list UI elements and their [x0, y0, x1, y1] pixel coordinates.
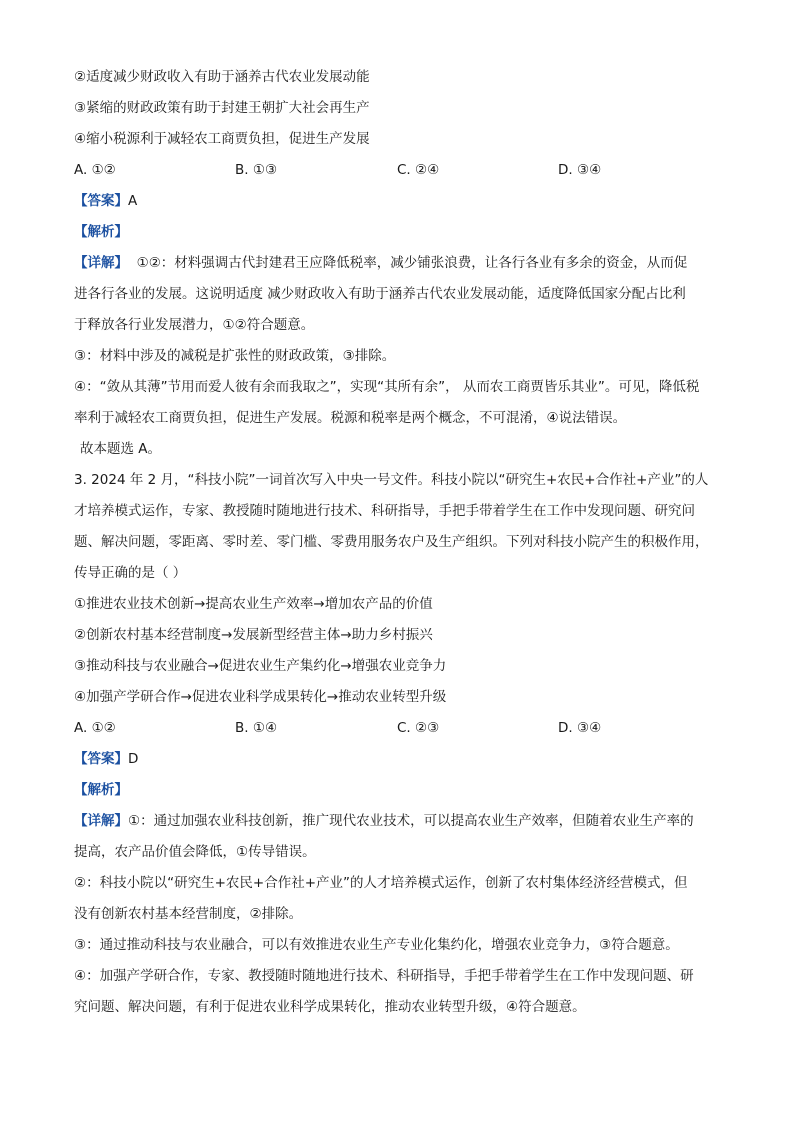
q3-detail-line: 【详解】①：通过加强农业科技创新，推广现代农业技术，可以提高农业生产效率，但随着农业生产率的 — [74, 813, 694, 829]
q2-detail-line: 率利于减轻农工商贾负担，促进生产发展。税源和税率是两个概念，不可混淆，④说法错误。 — [74, 410, 627, 426]
q3-detail-line: 没有创新农村基本经营制度，②排除。 — [74, 906, 303, 922]
q2-detail-line: 【详解】 ①②：材料强调古代封建君王应降低税率，减少铺张浪费，让各行各业有多余的资金，从而促 — [74, 255, 688, 271]
q3-stem-line: 传导正确的是（ ） — [74, 565, 187, 581]
q2-choice-a: A. ①② — [74, 162, 116, 178]
q3-answer — [74, 744, 734, 775]
answer-value: D — [128, 751, 139, 767]
q2-analysis — [74, 217, 734, 248]
q2-detail-line: ③：材料中涉及的减税是扩张性的财政政策，③排除。 — [74, 348, 396, 364]
q3-detail-line: ②：科技小院以“研究生+农民+合作社+产业”的人才培养模式运作，创新了农村集体经济经营模式，但 — [74, 875, 688, 891]
q2-answer — [74, 186, 734, 217]
q2-detail-line: 进各行各业的发展。这说明适度 减少财政收入有助于涵养古代农业发展动能，适度降低国家分配占比利 — [74, 286, 686, 302]
q2-choice-b: B. ①③ — [235, 162, 278, 178]
q3-detail-line: ③：通过推动科技与农业融合，可以有效推进农业生产专业化集约化，增强农业竞争力，③符合题意。 — [74, 937, 679, 953]
analysis-tag: 【解析】 — [74, 224, 128, 240]
q3-choice-c: C. ②③ — [397, 720, 440, 736]
q2-conclusion: 故本题选 A。 — [80, 441, 162, 457]
q2-option-4: ④缩小税源利于减轻农工商贾负担，促进生产发展 — [74, 131, 370, 147]
q3-choice-d: D. ③④ — [558, 720, 602, 736]
q3-stem-line: 才培养模式运作，专家、教授随时随地进行技术、科研指导，手把手带着学生在工作中发现问题、研究问 — [74, 503, 695, 519]
detail-tag: 【详解】 — [74, 255, 128, 271]
analysis-tag: 【解析】 — [74, 782, 128, 798]
q2-detail-line: 于释放各行业发展潜力，①②符合题意。 — [74, 317, 315, 333]
q2-choices — [74, 155, 734, 186]
q3-option-4: ④加强产学研合作→促进农业科学成果转化→推动农业转型升级 — [74, 689, 447, 705]
document-content — [74, 62, 734, 1023]
q3-stem-line: 题、解决问题，零距离、零时差、零门槛、零费用服务农户及生产组织。下列对科技小院产生的积极作用， — [74, 534, 709, 550]
q3-option-1: ①推进农业技术创新→提高农业生产效率→增加农产品的价值 — [74, 596, 433, 612]
q3-choice-a: A. ①② — [74, 720, 116, 736]
q2-option-3: ③紧缩的财政政策有助于封建王朝扩大社会再生产 — [74, 100, 370, 116]
q2-choice-d: D. ③④ — [558, 162, 602, 178]
q3-option-3: ③推动科技与农业融合→促进农业生产集约化→增强农业竞争力 — [74, 658, 447, 674]
q3-detail-line: ④：加强产学研合作，专家、教授随时随地进行技术、科研指导，手把手带着学生在工作中发现问题、研 — [74, 968, 694, 984]
q2-detail-line: ④：“敛从其薄”节用而爱人彼有余而我取之”，实现“其所有余”， 从而农工商贾皆乐其业”。可见，降低税 — [74, 379, 700, 395]
q3-detail-line: 究问题、解决问题，有利于促进农业科学成果转化，推动农业转型升级，④符合题意。 — [74, 999, 586, 1015]
q3-detail-line: 提高，农产品价值会降低，①传导错误。 — [74, 844, 316, 860]
q2-option-2: ②适度减少财政收入有助于涵养古代农业发展动能 — [74, 69, 370, 85]
q3-analysis — [74, 775, 734, 806]
answer-tag: 【答案】 — [74, 193, 128, 209]
q3-option-2: ②创新农村基本经营制度→发展新型经营主体→助力乡村振兴 — [74, 627, 433, 643]
q2-choice-c: C. ②④ — [397, 162, 440, 178]
q3-choice-b: B. ①④ — [235, 720, 278, 736]
q3-choices — [74, 713, 734, 744]
detail-tag: 【详解】 — [74, 813, 128, 829]
answer-tag: 【答案】 — [74, 751, 128, 767]
q3-stem-line: 3. 2024 年 2 月，“科技小院”一词首次写入中央一号文件。科技小院以“研究生+农民+合作社+产业”的人 — [74, 472, 709, 488]
answer-value: A — [128, 193, 138, 209]
